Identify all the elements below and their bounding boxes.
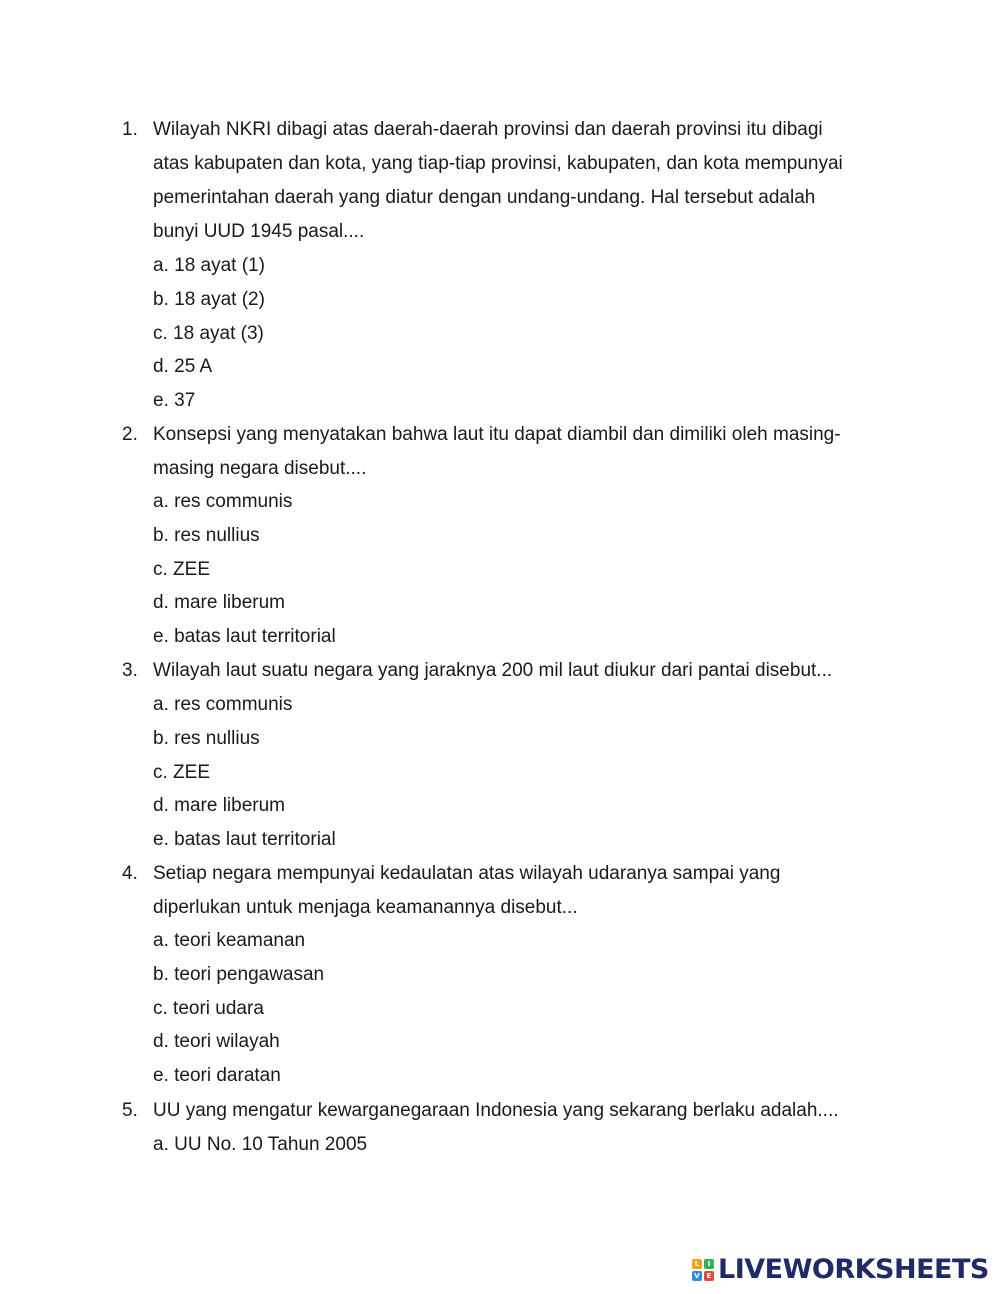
question-text-line: bunyi UUD 1945 pasal.... [153, 221, 365, 242]
liveworksheets-logo [692, 1254, 989, 1286]
option-a: a. 18 ayat (1) [153, 255, 265, 276]
option-e: e. batas laut territorial [153, 626, 336, 648]
logo-tile-l: L [692, 1259, 702, 1269]
question-text-line: atas kabupaten dan kota, yang tiap-tiap provinsi, kabupaten, dan kota mempunyai [153, 153, 843, 174]
option-b: b. res nullius [153, 727, 260, 749]
option-a: a. teori keamanan [153, 930, 306, 951]
question-number: 4. [122, 863, 138, 884]
option-a: a. UU No. 10 Tahun 2005 [153, 1134, 368, 1155]
question-text [153, 113, 883, 249]
options-list [153, 485, 336, 654]
liveworksheets-wordmark: LIVEWORKSHEETS [718, 1254, 989, 1285]
option-d: d. mare liberum [153, 795, 285, 817]
question-text-line: pemerintahan daerah yang diatur dengan undang-undang. Hal tersebut adalah [153, 187, 816, 208]
option-d: d. mare liberum [153, 592, 285, 614]
option-e: e. teori daratan [153, 1065, 281, 1087]
question-text-line: UU yang mengatur kewarganegaraan Indonesia yang sekarang berlaku adalah.... [153, 1100, 839, 1121]
question-text [153, 1094, 883, 1128]
question-number: 1. [122, 119, 138, 140]
question-text-line: diperlukan untuk menjaga keamanannya disebut... [153, 897, 578, 918]
option-c: c. ZEE [153, 761, 211, 783]
option-a: a. res communis [153, 694, 293, 715]
question-text [153, 418, 883, 486]
question-text-line: Setiap negara mempunyai kedaulatan atas wilayah udaranya sampai yang [153, 863, 781, 884]
options-list [153, 688, 336, 857]
options-list [153, 249, 265, 418]
liveworksheets-logo-icon [692, 1259, 714, 1281]
options-list [153, 924, 324, 1093]
option-b: b. teori pengawasan [153, 963, 325, 985]
question-text-line: masing negara disebut.... [153, 458, 367, 479]
option-e: e. batas laut territorial [153, 829, 336, 851]
option-b: b. 18 ayat (2) [153, 288, 265, 310]
question-text-line: Wilayah NKRI dibagi atas daerah-daerah provinsi dan daerah provinsi itu dibagi [153, 119, 823, 140]
option-b: b. res nullius [153, 524, 260, 546]
question-text-line: Wilayah laut suatu negara yang jaraknya 200 mil laut diukur dari pantai disebut... [153, 660, 833, 681]
logo-tile-i: I [704, 1259, 714, 1269]
option-a: a. res communis [153, 491, 293, 512]
question-number: 5. [122, 1100, 138, 1121]
option-c: c. ZEE [153, 558, 211, 580]
option-d: d. 25 A [153, 356, 213, 378]
option-c: c. teori udara [153, 997, 264, 1019]
option-e: e. 37 [153, 390, 196, 412]
logo-tile-e: E [704, 1271, 714, 1281]
option-c: c. 18 ayat (3) [153, 322, 264, 344]
question-text [153, 857, 883, 925]
question-number: 3. [122, 660, 138, 681]
option-d: d. teori wilayah [153, 1031, 280, 1053]
logo-tile-v: V [692, 1271, 702, 1281]
question-text-line: Konsepsi yang menyatakan bahwa laut itu dapat diambil dan dimiliki oleh masing- [153, 424, 841, 445]
question-number: 2. [122, 424, 138, 445]
question-text [153, 654, 883, 688]
options-list [153, 1128, 367, 1162]
